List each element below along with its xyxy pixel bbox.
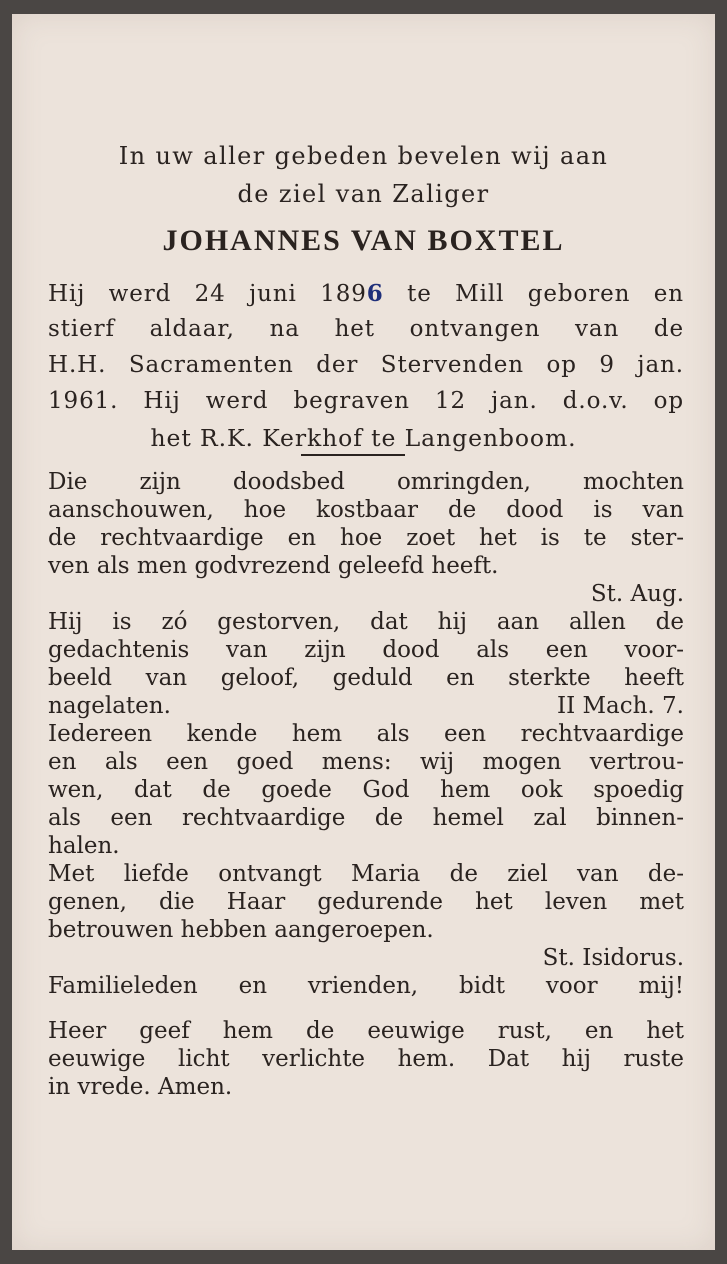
- quote3-line-2: en als een goed mens: wij mogen vertrou-: [48, 749, 684, 775]
- quote2-source: II Mach. 7.: [556, 693, 684, 719]
- quote4-source: St. Isidorus.: [542, 945, 684, 971]
- quote3-line-1: Iedereen kende hem als een rechtvaardige: [48, 721, 684, 747]
- bio-line-2: stierf aldaar, na het ontvangen van de: [48, 316, 684, 342]
- quote2-line-2: gedachtenis van zijn dood als een voor-: [48, 637, 684, 663]
- bio-line-1: [48, 280, 684, 307]
- quote2-last-line: nagelaten.: [48, 693, 171, 719]
- quote3-line-5: halen.: [48, 833, 120, 859]
- bio-line-3: H.H. Sacramenten der Stervenden op 9 jan.: [48, 352, 684, 378]
- prayer-line-2: eeuwige licht verlichte hem. Dat hij ruste: [48, 1046, 684, 1072]
- handwritten-digit: 6: [366, 280, 384, 307]
- quote3-line-4: als een rechtvaardige de hemel zal binnen-: [48, 805, 684, 831]
- quote2-line-4: [48, 693, 684, 719]
- quote4-line-1: Met liefde ontvangt Maria de ziel van de-: [48, 861, 684, 887]
- quote1-line-2: aanschouwen, hoe kostbaar de dood is van: [48, 497, 684, 523]
- intro-line-2: de ziel van Zaliger: [237, 180, 490, 208]
- quote1-line-3: de rechtvaardige en hoe zoet het is te ster-: [48, 525, 684, 551]
- bio-line-1-start: Hij werd 24 juni 189: [48, 281, 367, 307]
- memorial-card: [12, 14, 715, 1250]
- prayer-line-1: Heer geef hem de eeuwige rust, en het: [48, 1018, 684, 1044]
- bio-line-4: 1961. Hij werd begraven 12 jan. d.o.v. op: [48, 388, 684, 414]
- bio-line-1-end: te Mill geboren en: [383, 281, 684, 307]
- bio-line-5: het R.K. Kerkhof te Langenboom.: [150, 424, 577, 452]
- quote1-line-4: ven als men godvrezend geleefd heeft.: [48, 553, 499, 579]
- quote1-source: St. Aug.: [590, 581, 684, 607]
- appeal-line: Familieleden en vrienden, bidt voor mij!: [48, 973, 684, 999]
- quote2-line-3: beeld van geloof, geduld en sterkte heeft: [48, 665, 684, 691]
- quote2-line-1: Hij is zó gestorven, dat hij aan allen de: [48, 609, 684, 635]
- quote3-line-3: wen, dat de goede God hem ook spoedig: [48, 777, 684, 803]
- divider: [301, 454, 405, 456]
- intro-line-1: In uw aller gebeden bevelen wij aan: [118, 142, 609, 170]
- quote1-line-1: Die zijn doodsbed omringden, mochten: [48, 469, 684, 495]
- prayer-line-3: in vrede. Amen.: [48, 1074, 233, 1100]
- deceased-name: JOHANNES VAN BOXTEL: [162, 224, 565, 257]
- quote4-line-3: betrouwen hebben aangeroepen.: [48, 917, 434, 943]
- quote4-line-2: genen, die Haar gedurende het leven met: [48, 889, 684, 915]
